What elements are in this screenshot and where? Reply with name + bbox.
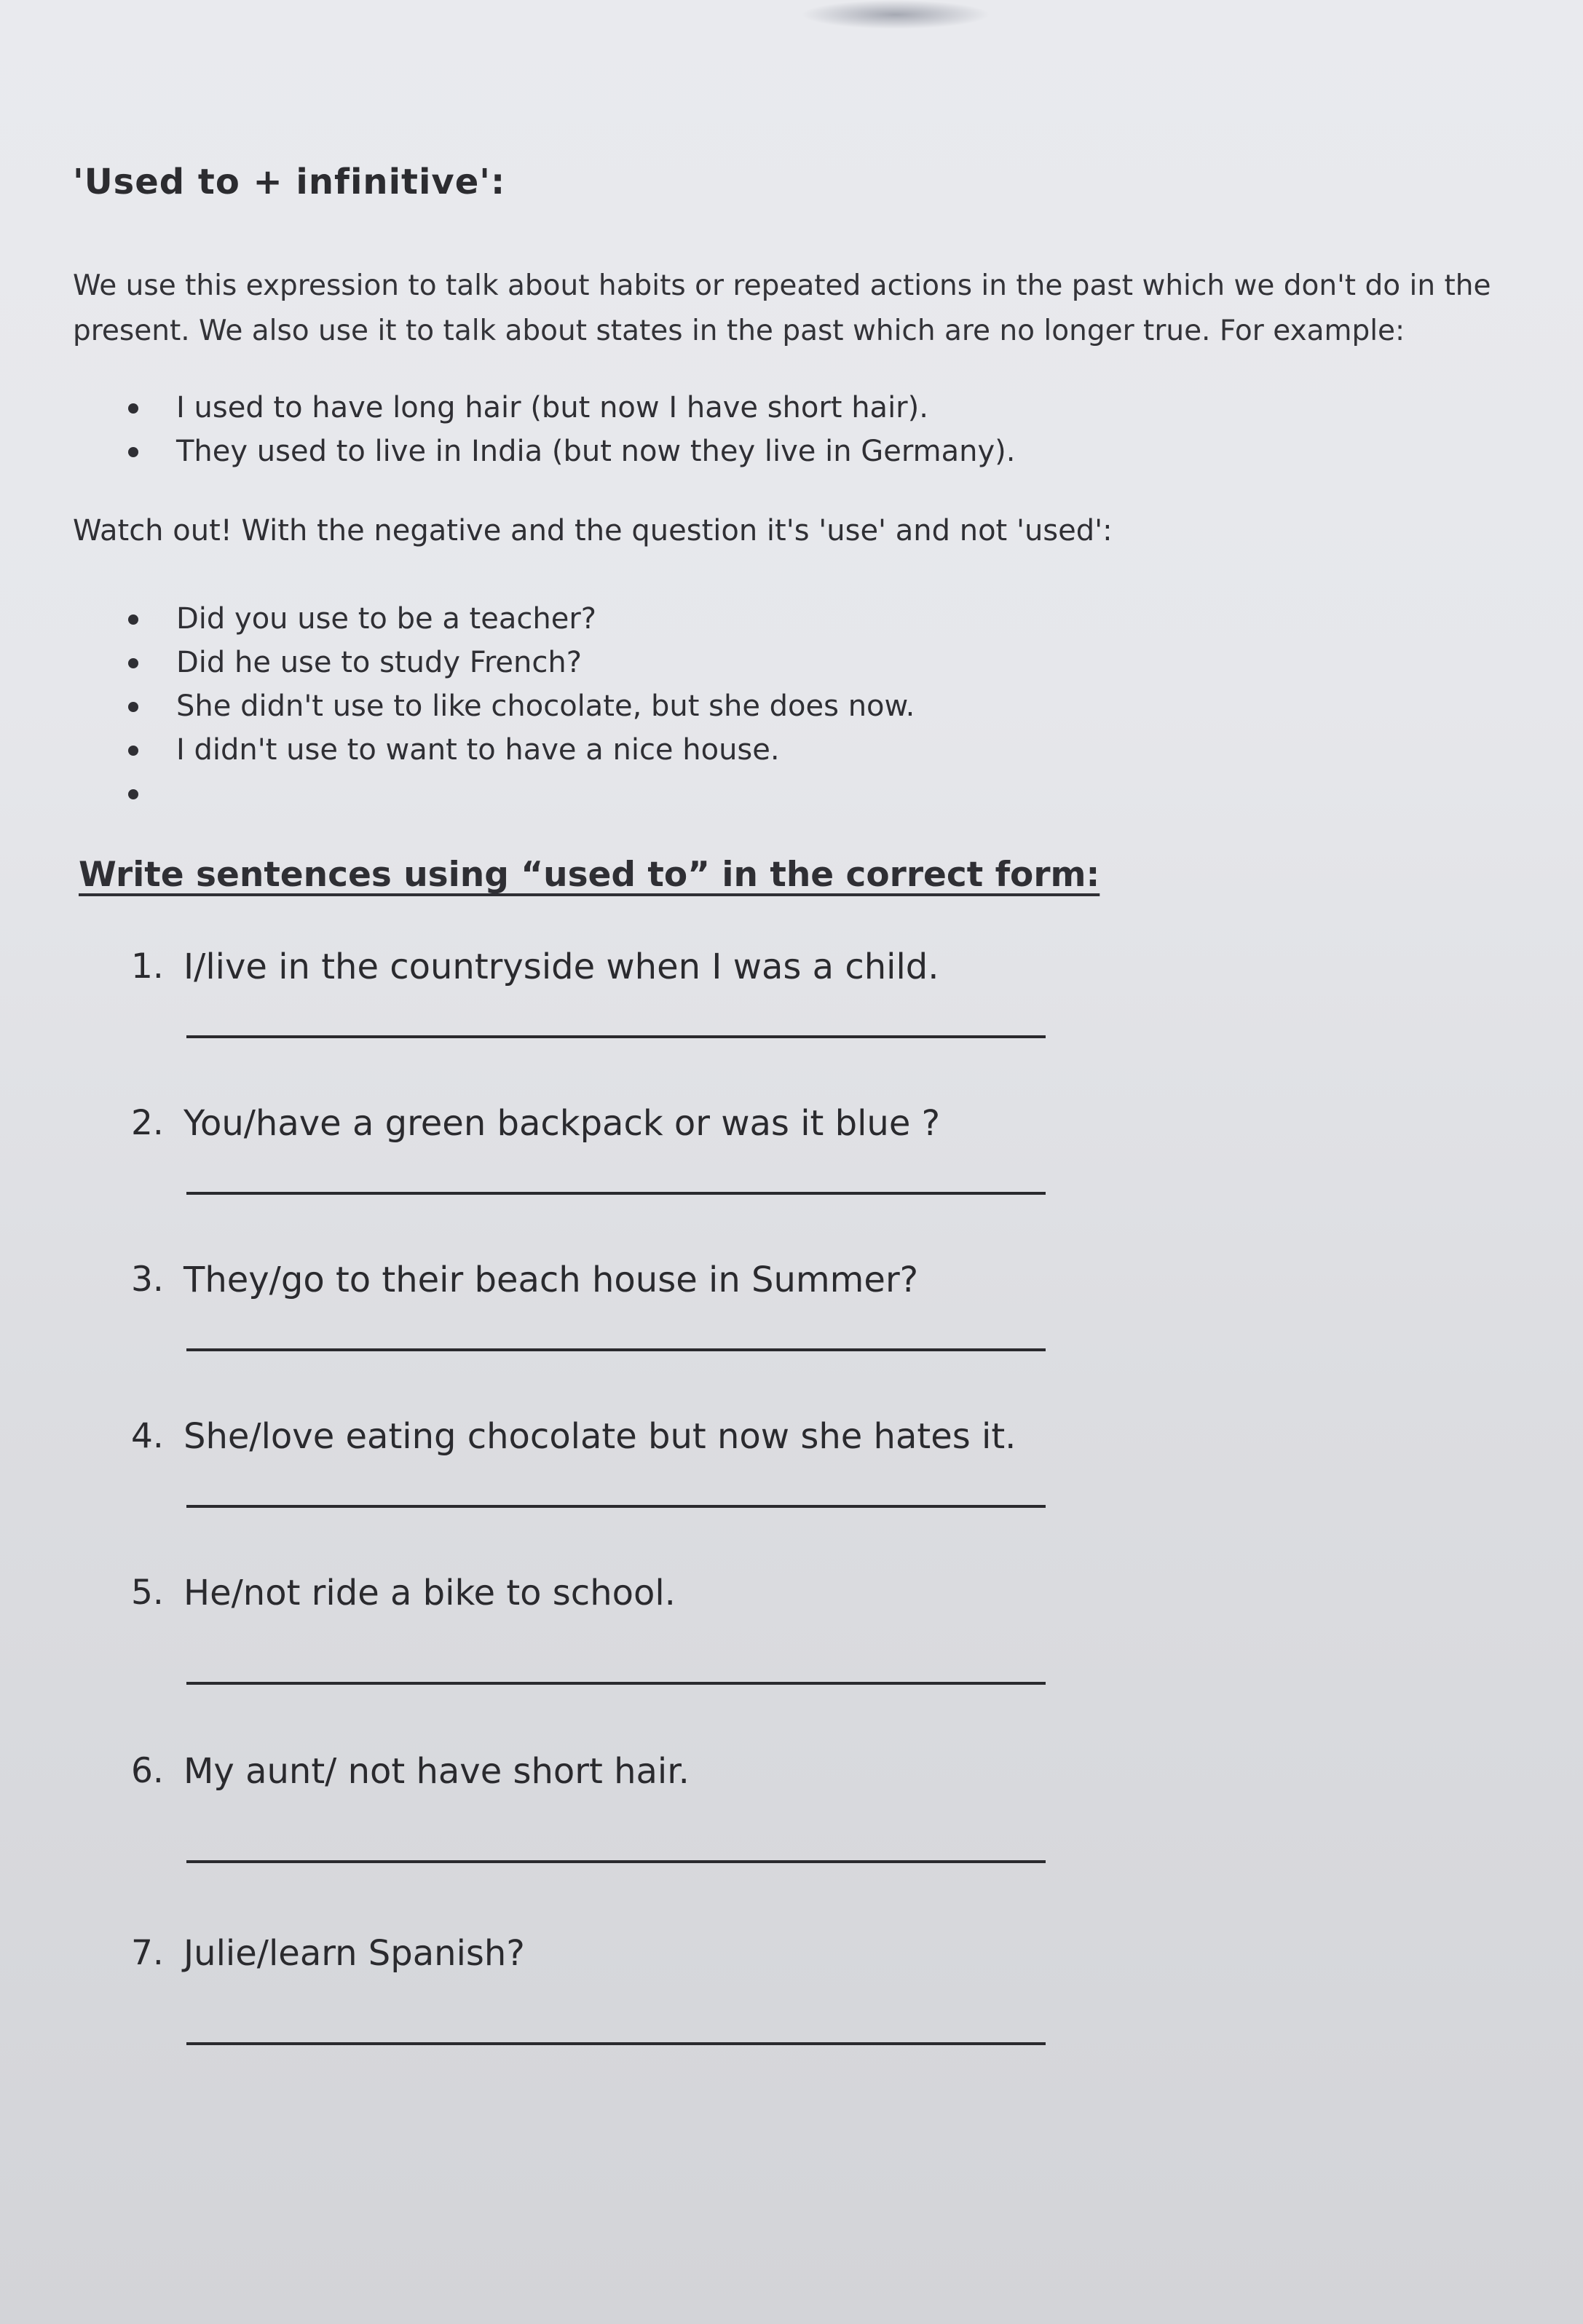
exercise-number: 1. [131, 946, 164, 987]
exercise-number: 6. [131, 1751, 164, 1791]
exercise-prompt: She/love eating chocolate but now she hates it. [183, 1416, 1016, 1457]
exercise-prompt: He/not ride a bike to school. [183, 1573, 676, 1613]
exercise-heading: Write sentences using “used to” in the correct form: [79, 855, 1100, 895]
negative-example-list [124, 597, 915, 815]
bullet-icon [128, 403, 138, 414]
answer-line[interactable] [186, 1860, 1046, 1863]
bullet-icon [128, 614, 138, 625]
bullet-icon [128, 746, 138, 756]
answer-line[interactable] [186, 1035, 1046, 1038]
list-item: Did you use to be a teacher? [124, 597, 915, 641]
exercise-prompt: I/live in the countryside when I was a child. [183, 946, 939, 987]
intro-paragraph: We use this expression to talk about habits or repeated actions in the past which we don't do in the present. We also use it to talk about states in the past which are no longer true. For example: [73, 269, 1491, 347]
exercise-number: 4. [131, 1416, 164, 1456]
answer-line[interactable] [186, 2042, 1046, 2045]
list-item [124, 772, 915, 815]
list-item: Did he use to study French? [124, 641, 915, 684]
exercise-number: 7. [131, 1933, 164, 1973]
exercise-prompt: My aunt/ not have short hair. [183, 1751, 690, 1792]
paper-shadow [801, 0, 990, 29]
bullet-icon [128, 658, 138, 668]
bullet-icon [128, 702, 138, 712]
list-item: I used to have long hair (but now I have short hair). [124, 386, 1015, 430]
exercise-number: 2. [131, 1103, 164, 1143]
bullet-icon [128, 789, 138, 799]
answer-line[interactable] [186, 1348, 1046, 1351]
watch-out-note: Watch out! With the negative and the question it's 'use' and not 'used': [73, 514, 1113, 548]
answer-line[interactable] [186, 1505, 1046, 1508]
exercise-prompt: They/go to their beach house in Summer? [183, 1260, 919, 1300]
answer-line[interactable] [186, 1682, 1046, 1685]
worksheet-title: 'Used to + infinitive': [73, 162, 506, 202]
exercise-prompt: Julie/learn Spanish? [183, 1933, 525, 1974]
list-item: She didn't use to like chocolate, but she does now. [124, 684, 915, 728]
exercise-prompt: You/have a green backpack or was it blue ? [183, 1103, 941, 1144]
list-item: They used to live in India (but now they live in Germany). [124, 430, 1015, 473]
example-list [124, 386, 1015, 473]
exercise-number: 3. [131, 1260, 164, 1300]
exercise-number: 5. [131, 1573, 164, 1613]
answer-line[interactable] [186, 1192, 1046, 1195]
list-item: I didn't use to want to have a nice house. [124, 728, 915, 772]
bullet-icon [128, 447, 138, 457]
